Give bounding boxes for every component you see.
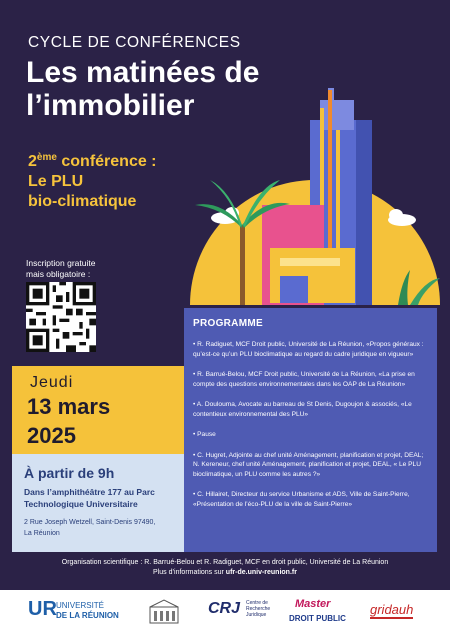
programme-list [193,340,429,520]
crj-logo: CRJ [208,600,241,617]
address-line-2: La Réunion [24,530,60,537]
crj-logo-caption [246,600,270,618]
more-info-line [20,568,430,578]
event-year: 2025 [27,423,76,448]
event-weekday: Jeudi [30,374,74,391]
organisation-text: Organisation scientifique : R. Barrué-Belou et R. Radiguet, MCF en droit public, Université de La Réunion [61,559,389,566]
conference-subtitle [28,148,157,212]
title-line-1: Les matinées de [26,56,260,89]
block-yellow-band [280,258,340,266]
crj-caption-1: Centre de [246,600,268,606]
inscription-line-2: mais obligatoire : [26,269,91,279]
qr-code-icon[interactable] [26,282,96,352]
ur-line-2: DE LA RÉUNION [56,611,119,620]
event-day: 13 mars [27,394,111,419]
event-address [24,517,179,539]
cloud-right-top [389,209,403,221]
programme-item: • R. Radiguet, MCF Droit public, Université de La Réunion, «Propos généraux : qu’est-ce qu’un PLU bioclimatique au regard du cadre juridique en vigueur» [193,341,424,358]
ur-logo-initials: UR [28,598,57,620]
gridauh-logo: gridauh [370,602,414,617]
page-title [26,56,326,122]
faculty-building-icon [148,599,180,625]
logo-bar [0,590,450,636]
programme-item: • C. Hugret, Adjointe au chef unité Aménagement, planification et projet, DEAL; N. Kereneur, chef unité Aménagement, planification et projet, DEAL, « Le PLU bioclimatique, un PLU comme les autres ?» [193,451,424,478]
inscription-note [26,258,146,280]
stripe-2 [328,90,332,250]
master-logo-subtitle: DROIT PUBLIC [289,614,346,623]
programme-title: PROGRAMME [193,318,263,329]
more-info-prefix: Plus d’informations sur [153,569,226,576]
conference-topic-1: Le PLU [28,173,84,190]
conference-number: 2ème conférence : [28,152,157,170]
series-label: CYCLE DE CONFÉRENCES [28,34,241,51]
door [280,276,308,303]
crj-caption-3: Juridique [246,612,267,618]
master-logo: Master [295,598,331,610]
ur-line-1: UNIVERSITÉ [56,601,105,610]
programme-item: • A. Doulouma, Avocate au barreau de St Denis, Dugoujon & associés, «Le contentieux environnemental des PLU» [193,401,412,418]
address-line-1: 2 Rue Joseph Wetzell, Saint-Denis 97490, [24,519,156,526]
event-time: À partir de 9h [24,465,115,481]
more-info-link[interactable]: ufr-de.univ-reunion.fr [225,569,297,576]
programme-item: • Pause [193,431,216,438]
crj-caption-2: Recherche [246,606,271,612]
inscription-line-1: Inscription gratuite [26,258,96,268]
conference-topic-2: bio-climatique [28,193,137,210]
event-place: Dans l’amphithéâtre 177 au Parc Technologique Universitaire [24,487,155,509]
tower-side [356,120,372,305]
organisation-note [20,558,430,578]
ur-logo-text [56,601,119,621]
palm-trunk [240,225,245,305]
title-line-2: l’immobilier [26,89,195,122]
programme-item: • R. Barrué-Belou, MCF Droit public, Université de La Réunion, «La prise en compte des questions environnementales dans les OAP de La Réunion» [193,371,415,388]
programme-item: • C. Hillairet, Directeur du service Urbanisme et ADS, Ville de Saint-Pierre, «Présentation de l’éco-PLU de la ville de Saint-Pierre» [193,491,410,508]
